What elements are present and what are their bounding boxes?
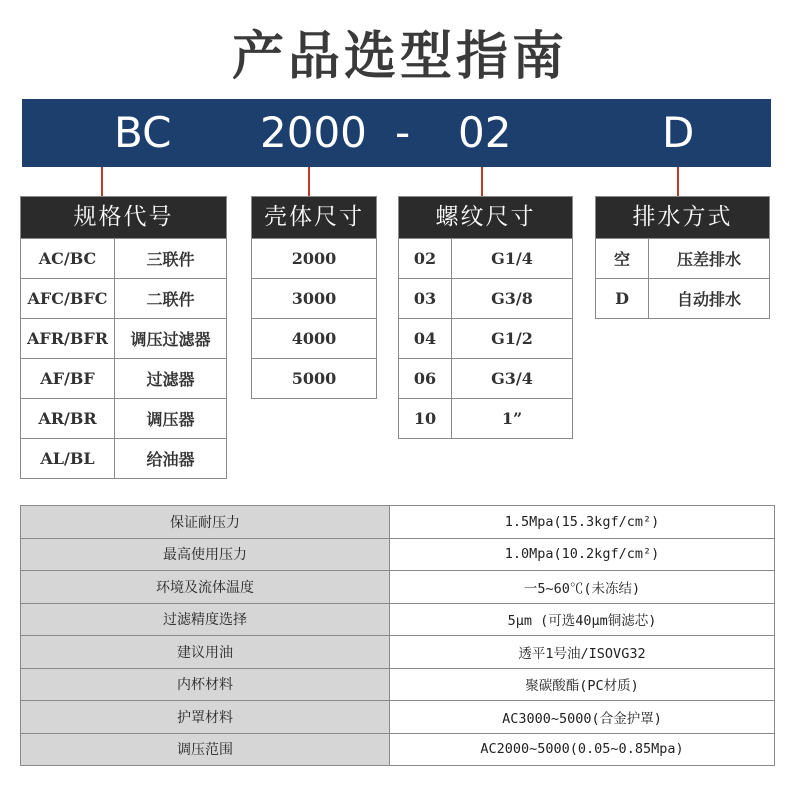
code-drain: D [662,108,695,157]
table-row [21,538,775,571]
table-row [399,278,572,318]
table-row [21,506,775,539]
spec-label: 保证耐压力 [21,506,390,539]
connector-line [101,167,103,196]
spec-label: 环境及流体温度 [21,571,390,604]
spec-value: AC3000~5000(合金护罩) [390,701,775,734]
spec-value: 1.5Mpa(15.3kgf/cm²) [390,506,775,539]
page-title: 产品选型指南 [231,27,568,87]
code-dash: - [395,108,411,157]
cell-code: 06 [413,369,437,388]
spec-value: 1.0Mpa(10.2kgf/cm²) [390,538,775,571]
cell-name: 调压器 [114,399,226,438]
code-thread: 02 [458,108,512,157]
thread-size-table [398,196,573,439]
table-row [21,701,775,734]
code-size: 2000 [260,108,367,157]
table-row [21,733,775,766]
table-row [21,668,775,701]
thread-size-header: 螺纹尺寸 [399,197,572,238]
table-row [21,603,775,636]
cell-name: 调压过滤器 [114,319,226,358]
spec-label: 建议用油 [21,636,390,669]
cell-code: AFC/BFC [27,289,108,308]
table-row [399,358,572,398]
table-row [399,238,572,278]
cell-size: 2000 [291,249,337,268]
cell-code: 03 [413,289,437,308]
spec-value: 聚碳酸酯(PC材质) [390,668,775,701]
table-row [252,278,376,318]
table-row [596,238,769,278]
table-row [21,438,226,478]
cell-name: 三联件 [114,239,226,278]
table-row [21,238,226,278]
cell-code: 空 [613,250,630,269]
spec-label: 过滤精度选择 [21,603,390,636]
cell-code: D [615,289,629,308]
spec-label: 最高使用压力 [21,538,390,571]
table-row [252,238,376,278]
table-row [21,358,226,398]
spec-label: 调压范围 [21,733,390,766]
connector-line [677,167,679,196]
cell-thread: G1/2 [451,319,572,358]
cell-code: AF/BF [40,369,95,388]
table-row [21,278,226,318]
connector-line [481,167,483,196]
spec-code-table [20,196,227,479]
spec-value: AC2000~5000(0.05~0.85Mpa) [390,733,775,766]
code-series: BC [114,108,172,157]
table-row [21,636,775,669]
cell-name: 二联件 [114,279,226,318]
spec-code-header: 规格代号 [21,197,226,238]
cell-thread: G3/4 [451,359,572,398]
cell-code: 04 [413,329,437,348]
spec-label: 护罩材料 [21,701,390,734]
cell-name: 给油器 [114,439,226,478]
table-row [21,318,226,358]
specification-table [20,505,775,766]
housing-size-header: 壳体尺寸 [252,197,376,238]
table-row [399,318,572,358]
table-row [21,398,226,438]
cell-mode: 压差排水 [648,239,769,278]
spec-value: 5μm (可选40μm铜滤芯) [390,603,775,636]
drain-mode-header: 排水方式 [596,197,769,238]
model-code-bar [22,99,771,167]
cell-code: AL/BL [40,449,95,468]
cell-code: 10 [413,409,437,428]
housing-size-table [251,196,377,399]
cell-thread: G3/8 [451,279,572,318]
table-row [21,571,775,604]
cell-code: AR/BR [38,409,97,428]
spec-label: 内杯材料 [21,668,390,701]
cell-name: 过滤器 [114,359,226,398]
cell-thread: G1/4 [451,239,572,278]
cell-code: AFR/BFR [26,329,109,348]
table-row [252,318,376,358]
drain-mode-table [595,196,770,319]
cell-size: 4000 [291,329,337,348]
cell-size: 5000 [291,369,337,388]
cell-size: 3000 [291,289,337,308]
cell-code: AC/BC [38,249,97,268]
cell-mode: 自动排水 [648,279,769,318]
cell-code: 02 [413,249,437,268]
spec-value: 一5~60℃(未冻结) [390,571,775,604]
table-row [252,358,376,398]
cell-thread: 1” [451,399,572,438]
connector-line [308,167,310,196]
spec-value: 透平1号油/ISOVG32 [390,636,775,669]
table-row [596,278,769,318]
table-row [399,398,572,438]
